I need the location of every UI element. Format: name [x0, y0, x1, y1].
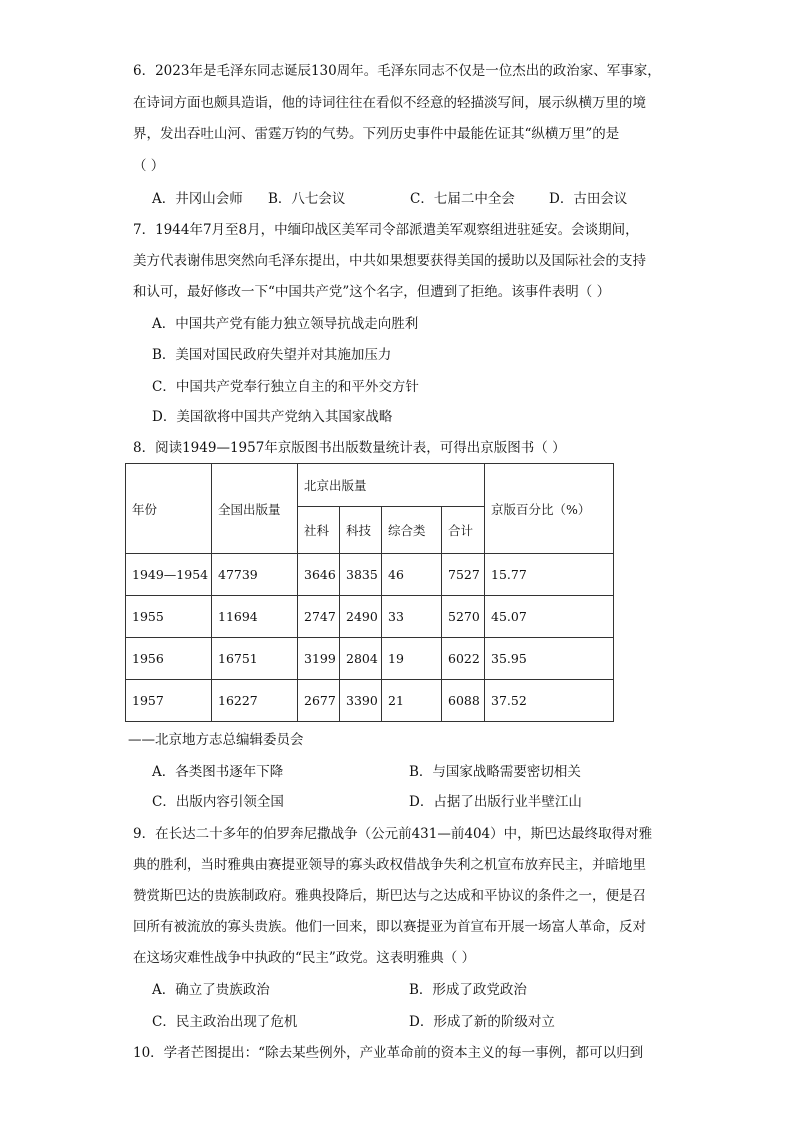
q8-stem: 8．阅读1949—1957年京版图书出版数量统计表，可得出京版图书（ ）	[133, 440, 566, 456]
q9-option-a[interactable]: A．确立了贵族政治	[152, 982, 270, 998]
header-year: 年份	[126, 464, 212, 554]
header-percent: 京版百分比（%）	[485, 464, 614, 554]
q10-line-1: 10．学者芒图提出：“除去某些例外，产业革命前的资本主义的每一事例，都可以归到	[133, 1045, 644, 1061]
q7-line-1: 7．1944年7月至8月，中缅印战区美军司令部派遣美军观察组进驻延安。会谈期间，	[133, 222, 639, 238]
table-cell: 11694	[212, 596, 298, 638]
table-cell: 46	[382, 554, 442, 596]
q7-line-2: 美方代表谢伟思突然向毛泽东提出，中共如果想要获得美国的援助以及国际社会的支持	[133, 253, 646, 269]
q6-line-3: 界，发出吞吐山河、雷霆万钧的气势。下列历史事件中最能佐证其“纵横万里”的是	[133, 126, 620, 142]
q6-option-b[interactable]: B．八七会议	[268, 191, 346, 207]
table-cell: 19	[382, 638, 442, 680]
q9-line-1: 9．在长达二十多年的伯罗奔尼撒战争（公元前431—前404）中，斯巴达最终取得对雅	[133, 826, 653, 842]
table-cell: 1956	[126, 638, 212, 680]
header-beijing: 北京出版量	[298, 464, 485, 507]
q6-option-c[interactable]: C．七届二中全会	[410, 191, 515, 207]
subheader-tech: 科技	[340, 507, 382, 554]
subheader-general: 综合类	[382, 507, 442, 554]
q7-line-3: 和认可，最好修改一下“中国共产党”这个名字，但遭到了拒绝。该事件表明（ ）	[133, 284, 611, 300]
table-cell: 47739	[212, 554, 298, 596]
header-national: 全国出版量	[212, 464, 298, 554]
q9-option-d[interactable]: D．形成了新的阶级对立	[409, 1014, 555, 1030]
subheader-social: 社科	[298, 507, 340, 554]
table-cell: 1949—1954	[126, 554, 212, 596]
q9-option-c[interactable]: C．民主政治出现了危机	[152, 1014, 298, 1030]
q7-option-c[interactable]: C．中国共产党奉行独立自主的和平外交方针	[152, 379, 419, 395]
table-row	[126, 554, 614, 596]
table-cell: 1957	[126, 680, 212, 722]
table-cell: 33	[382, 596, 442, 638]
q7-option-a[interactable]: A．中国共产党有能力独立领导抗战走向胜利	[152, 316, 419, 332]
table-cell: 16227	[212, 680, 298, 722]
q7-option-d[interactable]: D．美国欲将中国共产党纳入其国家战略	[152, 409, 393, 425]
table-cell: 45.07	[485, 596, 614, 638]
table-cell: 35.95	[485, 638, 614, 680]
q9-option-b[interactable]: B．形成了政党政治	[409, 982, 527, 998]
table-cell: 1955	[126, 596, 212, 638]
q9-line-5: 在这场灾难性战争中执政的“民主”政党。这表明雅典（ ）	[133, 950, 476, 966]
table-source: ——北京地方志总编辑委员会	[128, 732, 304, 748]
q9-line-4: 回所有被流放的寡头贵族。他们一回来，即以赛提亚为首宣布开展一场富人革命，反对	[133, 919, 646, 935]
table-cell: 2747	[298, 596, 340, 638]
q8-option-a[interactable]: A．各类图书逐年下降	[152, 764, 284, 780]
table-row	[126, 596, 614, 638]
table-cell: 37.52	[485, 680, 614, 722]
q9-line-2: 典的胜利，当时雅典由赛提亚领导的寡头政权借战争失利之机宣布放弃民主，并暗地里	[133, 857, 646, 873]
table-cell: 7527	[442, 554, 485, 596]
table-cell: 6088	[442, 680, 485, 722]
table-cell: 5270	[442, 596, 485, 638]
table-cell: 2804	[340, 638, 382, 680]
table-cell: 3390	[340, 680, 382, 722]
table-cell: 2677	[298, 680, 340, 722]
table-cell: 6022	[442, 638, 485, 680]
q7-option-b[interactable]: B．美国对国民政府失望并对其施加压力	[152, 347, 392, 363]
q6-line-2: 在诗词方面也颇具造诣，他的诗词往往在看似不经意的轻描淡写间，展示纵横万里的境	[133, 95, 646, 111]
q8-option-b[interactable]: B．与国家战略需要密切相关	[409, 764, 581, 780]
table-cell: 16751	[212, 638, 298, 680]
q9-line-3: 赞赏斯巴达的贵族制政府。雅典投降后，斯巴达与之达成和平协议的条件之一，便是召	[133, 888, 646, 904]
table-cell: 21	[382, 680, 442, 722]
table-row	[126, 680, 614, 722]
table-row	[126, 638, 614, 680]
table-cell: 2490	[340, 596, 382, 638]
publication-stats-table	[125, 463, 614, 722]
q6-line-1: 6．2023年是毛泽东同志诞辰130周年。毛泽东同志不仅是一位杰出的政治家、军事家，	[133, 63, 661, 79]
q6-option-a[interactable]: A．井冈山会师	[152, 191, 243, 207]
q8-option-c[interactable]: C．出版内容引领全国	[152, 794, 284, 810]
table-cell: 3199	[298, 638, 340, 680]
q8-option-d[interactable]: D．占据了出版行业半壁江山	[409, 794, 582, 810]
q6-option-d[interactable]: D．古田会议	[549, 191, 628, 207]
table-cell: 3646	[298, 554, 340, 596]
table-cell: 3835	[340, 554, 382, 596]
subheader-total: 合计	[442, 507, 485, 554]
q6-answer-blank: （ ）	[133, 158, 165, 174]
table-cell: 15.77	[485, 554, 614, 596]
